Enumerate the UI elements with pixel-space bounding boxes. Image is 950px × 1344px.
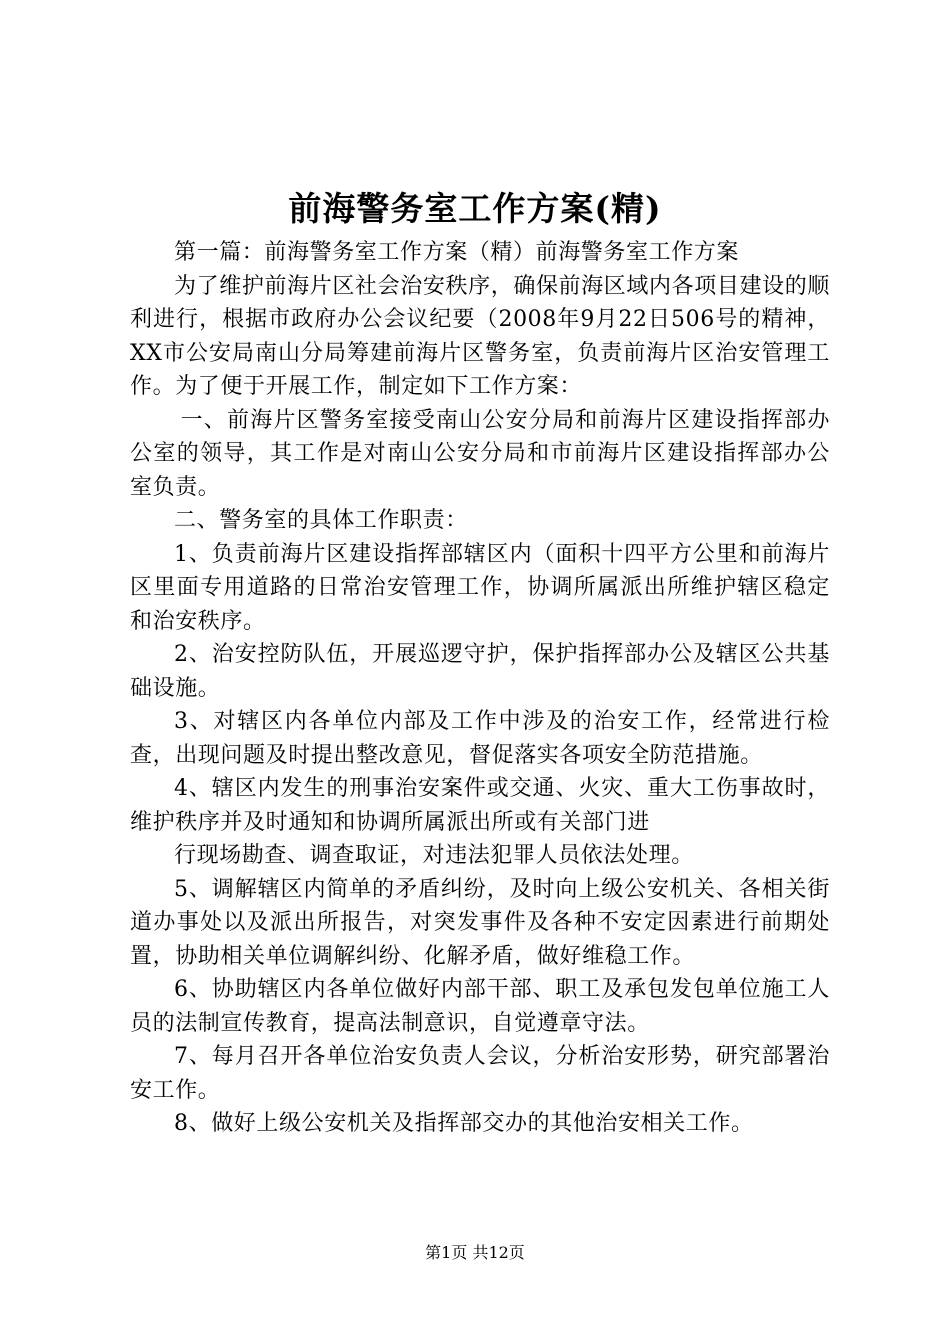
paragraph-heading: 第一篇：前海警务室工作方案（精）前海警务室工作方案 (174, 240, 740, 265)
document-body (130, 236, 830, 1141)
paragraph-duty-7: 7、每月召开各单位治安负责人会议，分析治安形势，研究部署治安工作。 (130, 1044, 830, 1103)
paragraph-section-1: 一、前海片区警务室接受南山公安分局和前海片区建设指挥部办公室的领导，其工作是对南山公安分局和市前海片区建设指挥部办公室负责。 (130, 407, 830, 500)
paragraph-duty-4-continued: 行现场勘查、调查取证，对违法犯罪人员依法处理。 (174, 843, 694, 868)
paragraph-duty-5: 5、调解辖区内简单的矛盾纠纷，及时向上级公安机关、各相关街道办事处以及派出所报告，对突发事件及各种不安定因素进行前期处置，协助相关单位调解纠纷、化解矛盾，做好维稳工作。 (130, 876, 830, 969)
paragraph-duty-8: 8、做好上级公安机关及指挥部交办的其他治安相关工作。 (174, 1111, 754, 1136)
paragraph-intro: 为了维护前海片区社会治安秩序，确保前海区域内各项目建设的顺利进行，根据市政府办公会议纪要（2008年9月22日506号的精神，XX市公安局南山分局筹建前海片区警务室，负责前海片区治安管理工作。为了便于开展工作，制定如下工作方案： (130, 273, 830, 399)
paragraph-duty-2: 2、治安控防队伍，开展巡逻守护，保护指挥部办公及辖区公共基础设施。 (130, 642, 830, 701)
paragraph-duty-4: 4、辖区内发生的刑事治安案件或交通、火灾、重大工伤事故时，维护秩序并及时通知和协调所属派出所或有关部门进 (130, 776, 830, 835)
paragraph-duty-6: 6、协助辖区内各单位做好内部干部、职工及承包发包单位施工人员的法制宣传教育，提高法制意识，自觉遵章守法。 (130, 977, 830, 1036)
document-title: 前海警务室工作方案(精) (288, 189, 662, 228)
paragraph-section-2: 二、警务室的具体工作职责： (174, 508, 468, 533)
paragraph-duty-3: 3、对辖区内各单位内部及工作中涉及的治安工作，经常进行检查，出现问题及时提出整改意见，督促落实各项安全防范措施。 (130, 709, 830, 768)
page-number-footer: 第1页 共12页 (425, 1243, 525, 1262)
paragraph-duty-1: 1、负责前海片区建设指挥部辖区内（面积十四平方公里和前海片区里面专用道路的日常治安管理工作，协调所属派出所维护辖区稳定和治安秩序。 (130, 541, 830, 634)
